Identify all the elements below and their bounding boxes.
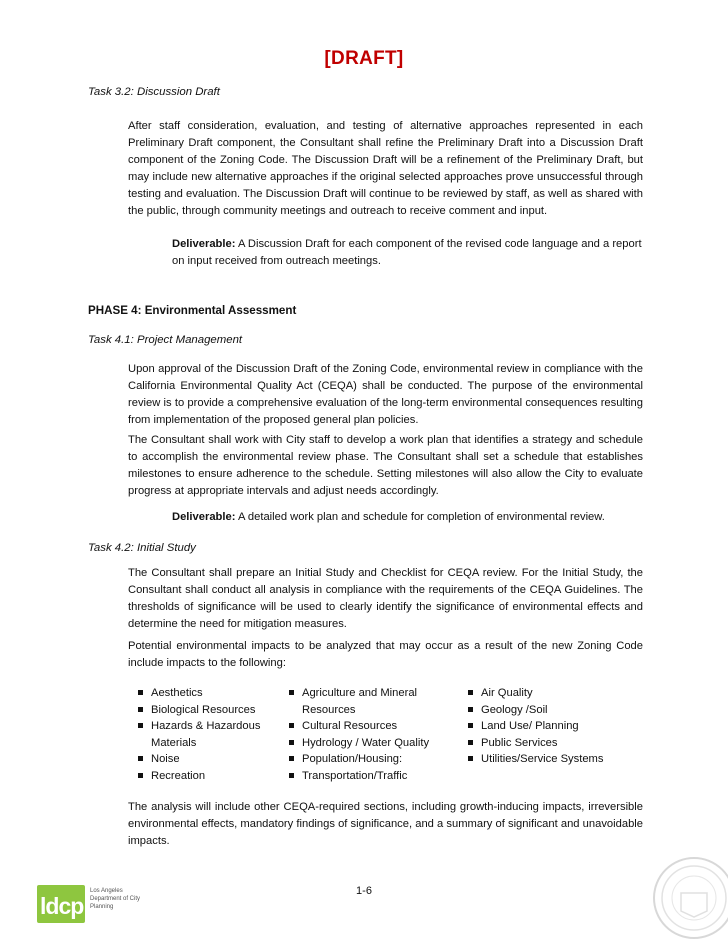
task-4-1-heading: Task 4.1: Project Management: [88, 334, 243, 346]
logo-caption: Los Angeles Department of City Planning: [90, 888, 141, 910]
task-4-2-heading: Task 4.2: Initial Study: [88, 542, 196, 554]
task-4-2-paragraph-1: The Consultant shall prepare an Initial Study and Checklist for CEQA review. For the Initial Study, the Consultant shall conduct all analysis in compliance with the requirements of the CEQA Guidelines. The thresholds of significance will be used to clearly identify the significance of environmental effects and determine the need for mitigation measures.: [128, 567, 643, 630]
impacts-list-column-3: [468, 685, 638, 768]
list-item: Hazards & Hazardous Materials: [138, 718, 278, 751]
deliverable-text: A Discussion Draft for each component of the revised code language and a report on input received from outreach meetings.: [172, 238, 642, 267]
list-item: Land Use/ Planning: [468, 718, 638, 735]
deliverable-label: Deliverable:: [172, 511, 236, 523]
page-number: 1-6: [356, 885, 372, 897]
list-item: Hydrology / Water Quality: [289, 735, 449, 752]
list-item: Geology /Soil: [468, 702, 638, 719]
list-item: Biological Resources: [138, 702, 278, 719]
impacts-list-column-2: [289, 685, 449, 784]
list-item: Noise: [138, 751, 278, 768]
phase-4-heading: PHASE 4: Environmental Assessment: [88, 304, 297, 317]
task-4-1-paragraph-2: The Consultant shall work with City staff to develop a work plan that identifies a strategy and schedule to accomplish the environmental review phase. The Consultant shall set a schedule that establishes milestones to ensure adherence to the schedule. Setting milestones will also allow the City to evaluate progress at appropriate intervals and adjust needs accordingly.: [128, 434, 643, 497]
list-item: Agriculture and Mineral Resources: [289, 685, 449, 718]
deliverable-label: Deliverable:: [172, 238, 236, 250]
draft-label: [DRAFT]: [324, 48, 404, 69]
task-4-2-paragraph-3: The analysis will include other CEQA-required sections, including growth-inducing impacts, irreversible environmental effects, mandatory findings of significance, and a summary of significant and unavoidable impacts.: [128, 801, 643, 847]
task-4-1-paragraph-1: Upon approval of the Discussion Draft of the Zoning Code, environmental review in compliance with the California Environmental Quality Act (CEQA) shall be conducted. The purpose of the environmental review is to provide a comprehensive evaluation of the long-term environmental consequences resulting from implementation of the proposed general plan policies.: [128, 363, 643, 426]
task-3-2-paragraph: After staff consideration, evaluation, and testing of alternative approaches represented in each Preliminary Draft component, the Consultant shall refine the Preliminary Draft into a Discussion Draft component of the Zoning Code. The Discussion Draft will be a refinement of the Preliminary Draft, but may include new alternative approaches if the original selected approaches prove unsuccessful through testing and evaluation. The Discussion Draft will continue to be reviewed by staff, as well as shared with the public, through community meetings and outreach to receive comment and input.: [128, 120, 643, 217]
list-item: Transportation/Traffic: [289, 768, 449, 785]
city-planning-logo: [37, 885, 157, 925]
task-3-2-deliverable: [172, 236, 644, 270]
list-item: Utilities/Service Systems: [468, 751, 638, 768]
list-item: Public Services: [468, 735, 638, 752]
list-item: Aesthetics: [138, 685, 278, 702]
impacts-list-column-1: [138, 685, 278, 784]
logo-mark: [37, 885, 85, 923]
task-4-2-paragraph-2: Potential environmental impacts to be analyzed that may occur as a result of the new Zoning Code include impacts to the following:: [128, 640, 643, 669]
task-3-2-heading: Task 3.2: Discussion Draft: [88, 86, 220, 98]
list-item: Population/Housing:: [289, 751, 449, 768]
city-seal-icon: [651, 855, 728, 941]
deliverable-text: A detailed work plan and schedule for completion of environmental review.: [237, 511, 605, 523]
task-4-1-deliverable: [172, 509, 644, 526]
list-item: Recreation: [138, 768, 278, 785]
list-item: Cultural Resources: [289, 718, 449, 735]
list-item: Air Quality: [468, 685, 638, 702]
logo-mark-text: ldcp: [40, 893, 84, 919]
